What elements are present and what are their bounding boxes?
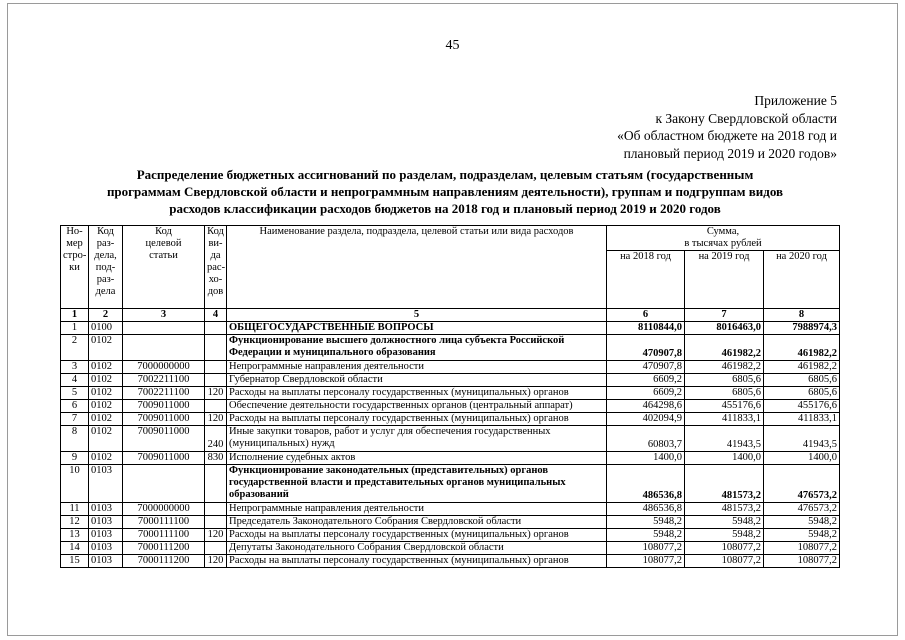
- target-code-cell: 7002211100: [123, 374, 205, 387]
- row-number-cell: 13: [61, 529, 89, 542]
- name-cell: ОБЩЕГОСУДАРСТВЕННЫЕ ВОПРОСЫ: [227, 322, 607, 335]
- sum-2018-cell: 486536,8: [607, 465, 685, 503]
- row-number-cell: 9: [61, 452, 89, 465]
- name-cell: Расходы на выплаты персоналу государственных (муниципальных) органов: [227, 413, 607, 426]
- appendix-line: плановый период 2019 и 2020 годов»: [623, 145, 837, 161]
- column-number-row: [61, 309, 840, 322]
- row-number-cell: 1: [61, 322, 89, 335]
- name-cell: Обеспечение деятельности государственных органов (центральный аппарат): [227, 400, 607, 413]
- row-number-cell: 5: [61, 387, 89, 400]
- target-code-cell: 7000111200: [123, 555, 205, 568]
- table-row: [61, 516, 840, 529]
- section-code-cell: 0103: [89, 542, 123, 555]
- sum-2020-cell: 108077,2: [764, 542, 840, 555]
- sum-2020-cell: 7988974,3: [764, 322, 840, 335]
- expense-type-cell: [205, 361, 227, 374]
- table-row: [61, 465, 840, 503]
- target-code-cell: 7009011000: [123, 426, 205, 452]
- sum-2019-cell: 41943,5: [685, 426, 764, 452]
- sum-2019-cell: 455176,6: [685, 400, 764, 413]
- header-section-code: Код раз- дела, под- раз- дела: [89, 226, 123, 309]
- table-row: [61, 529, 840, 542]
- expense-type-cell: 120: [205, 529, 227, 542]
- table-row: [61, 555, 840, 568]
- name-cell: Непрограммные направления деятельности: [227, 503, 607, 516]
- sum-2019-cell: 411833,1: [685, 413, 764, 426]
- target-code-cell: 7002211100: [123, 387, 205, 400]
- sum-2020-cell: 411833,1: [764, 413, 840, 426]
- expense-type-cell: [205, 322, 227, 335]
- column-number: 5: [227, 309, 607, 322]
- name-cell: Иные закупки товаров, работ и услуг для обеспечения государственных (муниципальных) нужд: [227, 426, 607, 452]
- header-target-code: Код целевой статьи: [123, 226, 205, 309]
- row-number-cell: 3: [61, 361, 89, 374]
- name-cell: Расходы на выплаты персоналу государственных (муниципальных) органов: [227, 387, 607, 400]
- expense-type-cell: [205, 516, 227, 529]
- target-code-cell: 7000111100: [123, 529, 205, 542]
- sum-2018-cell: 5948,2: [607, 516, 685, 529]
- row-number-cell: 14: [61, 542, 89, 555]
- row-number-cell: 11: [61, 503, 89, 516]
- name-cell: Функционирование законодательных (представительных) органов государственной власти и представительных органов муниципальных образований: [227, 465, 607, 503]
- heading-line: программам Свердловской области и непрограммным направлениям деятельности), группам и подгруппам видов: [106, 184, 784, 199]
- target-code-cell: 7009011000: [123, 400, 205, 413]
- sum-2018-cell: 470907,8: [607, 335, 685, 361]
- target-code-cell: [123, 335, 205, 361]
- sum-2020-cell: 6805,6: [764, 387, 840, 400]
- table-row: [61, 400, 840, 413]
- sum-2019-cell: 5948,2: [685, 529, 764, 542]
- row-number-cell: 4: [61, 374, 89, 387]
- sum-2019-cell: 8016463,0: [685, 322, 764, 335]
- sum-2020-cell: 476573,2: [764, 465, 840, 503]
- heading-line: Распределение бюджетных ассигнований по разделам, подразделам, целевым статьям (государственным: [136, 167, 754, 182]
- row-number-cell: 7: [61, 413, 89, 426]
- section-code-cell: 0102: [89, 374, 123, 387]
- column-number: 3: [123, 309, 205, 322]
- expense-type-cell: [205, 503, 227, 516]
- table-row: [61, 413, 840, 426]
- section-code-cell: 0100: [89, 322, 123, 335]
- sum-2020-cell: 455176,6: [764, 400, 840, 413]
- column-number: 6: [607, 309, 685, 322]
- row-number-cell: 6: [61, 400, 89, 413]
- header-year-2019: на 2019 год: [685, 251, 764, 309]
- sum-2019-cell: 6805,6: [685, 374, 764, 387]
- sum-2018-cell: 8110844,0: [607, 322, 685, 335]
- name-cell: Расходы на выплаты персоналу государственных (муниципальных) органов: [227, 555, 607, 568]
- section-code-cell: 0102: [89, 413, 123, 426]
- sum-2018-cell: 5948,2: [607, 529, 685, 542]
- expense-type-cell: 120: [205, 555, 227, 568]
- header-expense-type-code: Код ви- да рас- хо- дов: [205, 226, 227, 309]
- expense-type-cell: [205, 465, 227, 503]
- section-code-cell: 0102: [89, 335, 123, 361]
- column-number: 7: [685, 309, 764, 322]
- expense-type-cell: [205, 400, 227, 413]
- row-number-cell: 15: [61, 555, 89, 568]
- section-code-cell: 0102: [89, 400, 123, 413]
- target-code-cell: 7000111200: [123, 542, 205, 555]
- section-code-cell: 0103: [89, 555, 123, 568]
- header-year-2020: на 2020 год: [764, 251, 840, 309]
- sum-2018-cell: 402094,9: [607, 413, 685, 426]
- sum-2019-cell: 1400,0: [685, 452, 764, 465]
- target-code-cell: [123, 322, 205, 335]
- appendix-line: Приложение 5: [754, 93, 837, 108]
- target-code-cell: 7009011000: [123, 452, 205, 465]
- header-sum: Сумма, в тысячах рублей: [607, 226, 840, 251]
- table-row: [61, 387, 840, 400]
- expense-type-cell: [205, 374, 227, 387]
- name-cell: Функционирование высшего должностного лица субъекта Российской Федерации и муниципального образования: [227, 335, 607, 361]
- expense-type-cell: 240: [205, 426, 227, 452]
- header-row-number: Но- мер стро- ки: [61, 226, 89, 309]
- target-code-cell: 7009011000: [123, 413, 205, 426]
- sum-2020-cell: 108077,2: [764, 555, 840, 568]
- sum-2019-cell: 461982,2: [685, 335, 764, 361]
- sum-2020-cell: 5948,2: [764, 516, 840, 529]
- sum-2018-cell: 486536,8: [607, 503, 685, 516]
- appendix-line: «Об областном бюджете на 2018 год и: [617, 128, 837, 143]
- target-code-cell: 7000000000: [123, 503, 205, 516]
- column-number: 4: [205, 309, 227, 322]
- expense-type-cell: [205, 335, 227, 361]
- expense-type-cell: 120: [205, 387, 227, 400]
- budget-table-body: [61, 322, 840, 568]
- section-code-cell: 0102: [89, 426, 123, 452]
- target-code-cell: 7000000000: [123, 361, 205, 374]
- name-cell: Расходы на выплаты персоналу государственных (муниципальных) органов: [227, 529, 607, 542]
- sum-2018-cell: 1400,0: [607, 452, 685, 465]
- name-cell: Депутаты Законодательного Собрания Свердловской области: [227, 542, 607, 555]
- sum-2018-cell: 6609,2: [607, 374, 685, 387]
- sum-2018-cell: 108077,2: [607, 542, 685, 555]
- sum-2018-cell: 6609,2: [607, 387, 685, 400]
- sum-2020-cell: 476573,2: [764, 503, 840, 516]
- section-code-cell: 0102: [89, 361, 123, 374]
- row-number-cell: 2: [61, 335, 89, 361]
- table-row: [61, 426, 840, 452]
- name-cell: Председатель Законодательного Собрания Свердловской области: [227, 516, 607, 529]
- sum-2019-cell: 6805,6: [685, 387, 764, 400]
- appendix-note: [617, 92, 837, 162]
- section-code-cell: 0103: [89, 503, 123, 516]
- table-row: [61, 322, 840, 335]
- sum-2019-cell: 5948,2: [685, 516, 764, 529]
- budget-table: [60, 225, 840, 568]
- sum-2020-cell: 6805,6: [764, 374, 840, 387]
- target-code-cell: [123, 465, 205, 503]
- sum-2020-cell: 5948,2: [764, 529, 840, 542]
- table-row: [61, 542, 840, 555]
- target-code-cell: 7000111100: [123, 516, 205, 529]
- section-code-cell: 0103: [89, 529, 123, 542]
- column-number: 8: [764, 309, 840, 322]
- sum-2019-cell: 108077,2: [685, 555, 764, 568]
- appendix-line: к Закону Свердловской области: [655, 110, 837, 126]
- table-row: [61, 503, 840, 516]
- sum-2019-cell: 461982,2: [685, 361, 764, 374]
- table-row: [61, 361, 840, 374]
- document-heading: [60, 166, 830, 217]
- section-code-cell: 0102: [89, 387, 123, 400]
- sum-2019-cell: 481573,2: [685, 503, 764, 516]
- expense-type-cell: [205, 542, 227, 555]
- sum-2018-cell: 464298,6: [607, 400, 685, 413]
- header-name: Наименование раздела, подраздела, целевой статьи или вида расходов: [227, 226, 607, 309]
- section-code-cell: 0102: [89, 452, 123, 465]
- sum-2020-cell: 41943,5: [764, 426, 840, 452]
- table-row: [61, 452, 840, 465]
- expense-type-cell: 830: [205, 452, 227, 465]
- sum-2020-cell: 461982,2: [764, 361, 840, 374]
- section-code-cell: 0103: [89, 516, 123, 529]
- sum-2019-cell: 481573,2: [685, 465, 764, 503]
- heading-line: расходов классификации расходов бюджетов на 2018 год и плановый период 2019 и 2020 годов: [169, 201, 721, 216]
- header-year-2018: на 2018 год: [607, 251, 685, 309]
- expense-type-cell: 120: [205, 413, 227, 426]
- name-cell: Непрограммные направления деятельности: [227, 361, 607, 374]
- name-cell: Губернатор Свердловской области: [227, 374, 607, 387]
- column-number: 2: [89, 309, 123, 322]
- sum-2019-cell: 108077,2: [685, 542, 764, 555]
- column-number: 1: [61, 309, 89, 322]
- page-number: 45: [445, 38, 460, 53]
- table-row: [61, 374, 840, 387]
- row-number-cell: 8: [61, 426, 89, 452]
- sum-2018-cell: 60803,7: [607, 426, 685, 452]
- row-number-cell: 10: [61, 465, 89, 503]
- sum-2018-cell: 108077,2: [607, 555, 685, 568]
- table-row: [61, 335, 840, 361]
- sum-2020-cell: 461982,2: [764, 335, 840, 361]
- sum-2020-cell: 1400,0: [764, 452, 840, 465]
- section-code-cell: 0103: [89, 465, 123, 503]
- name-cell: Исполнение судебных актов: [227, 452, 607, 465]
- row-number-cell: 12: [61, 516, 89, 529]
- sum-2018-cell: 470907,8: [607, 361, 685, 374]
